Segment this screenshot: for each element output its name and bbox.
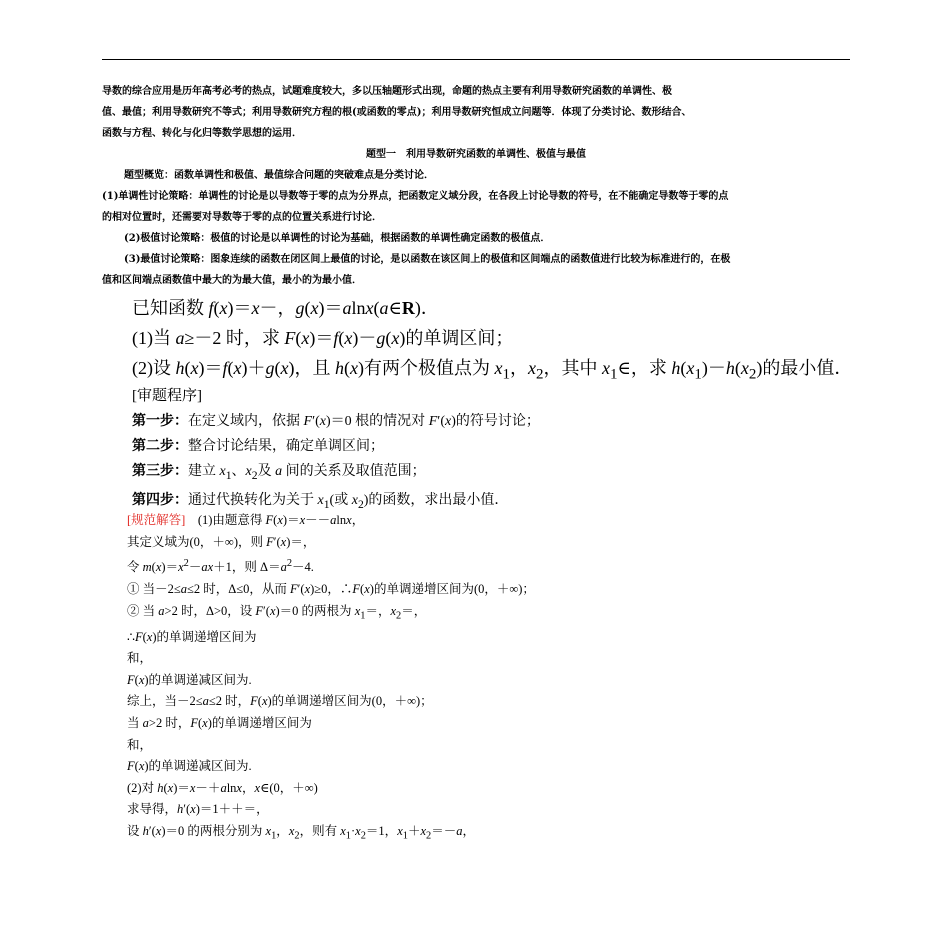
text-run: x — [219, 464, 226, 479]
text-run: ∈ — [388, 298, 402, 318]
solution-line — [127, 532, 535, 554]
text-run: ( — [385, 328, 392, 348]
review-step-3 — [132, 459, 540, 488]
text-run: ， — [351, 513, 365, 527]
text-run: )＝ — [198, 358, 223, 378]
text-run: ，其中 — [543, 358, 603, 378]
text-run: )＝ — [309, 328, 334, 348]
text-run: ( — [680, 358, 687, 378]
text-run: g — [376, 328, 386, 348]
text-run: 2 — [357, 497, 364, 511]
text-run: )的单调递增区间为(0，＋∞)； — [267, 694, 433, 709]
text-run: F — [127, 759, 135, 774]
text-run: ≤2 时，Δ≤0，从而 — [187, 581, 291, 596]
text-run: a — [456, 823, 463, 838]
text-run: 求导得， — [127, 802, 178, 817]
text-run: ( — [227, 358, 234, 378]
text-run: )的函数，求出最小值． — [363, 492, 509, 508]
text-run: x — [190, 802, 196, 817]
text-run: 2 — [426, 830, 432, 842]
text-run: )＝0 根的情况对 — [326, 414, 429, 429]
solution-line — [127, 510, 535, 532]
intro-line: 值、最值；利用导数研究不等式；利用导数研究方程的根(或函数的零点)；利用导数研究恒成立问题等．体现了分类讨论、数形结合、 — [102, 107, 692, 118]
text-run: f — [208, 298, 214, 318]
text-run: a — [158, 603, 165, 618]
text-run: g — [295, 298, 305, 318]
text-run: x — [261, 694, 268, 709]
text-run: ′( — [263, 603, 270, 618]
text-run: 2 — [748, 366, 757, 383]
text-run: x — [364, 581, 370, 596]
text-run: x — [280, 534, 287, 549]
text-run: x — [740, 358, 749, 378]
text-run: x — [340, 823, 346, 838]
intro-block — [102, 81, 850, 291]
text-run: 令 — [127, 560, 143, 575]
text-run: x — [344, 328, 353, 348]
text-run: a — [342, 298, 352, 318]
text-run: 在定义域内，依据 — [188, 414, 304, 429]
text-run: ( — [184, 358, 191, 378]
text-run: ln — [226, 780, 237, 795]
text-run: 1 — [225, 468, 232, 482]
text-run: h — [725, 358, 735, 378]
text-run: 1 — [271, 830, 277, 842]
text-run: － — [188, 560, 202, 575]
text-run: x — [354, 603, 361, 618]
text-run: 整合讨论结果，确定单调区间； — [188, 439, 384, 454]
text-run: x — [310, 298, 319, 318]
text-run: F — [127, 672, 135, 687]
text-run: g — [265, 358, 275, 378]
text-run: )，且 — [288, 358, 336, 378]
text-run: 1 — [345, 830, 351, 842]
text-run: )的单调递增区间为(0，＋∞)； — [369, 581, 535, 596]
solution-line — [127, 799, 535, 821]
text-run: 第三步： — [132, 464, 188, 479]
text-run: x — [420, 823, 427, 838]
text-run: 1 — [360, 610, 366, 622]
text-run: ∈，求 — [617, 358, 672, 378]
text-run: x — [317, 492, 324, 508]
strategy-3: (3)最值讨论策略：图象连续的函数在闭区间上最值的讨论，是以函数在该区间上的极值和区间端点的函数值进行比较为标准进行的，在极 — [124, 254, 731, 265]
strategy-3-cont: 值和区间端点函数值中最大的为最大值，最小的为最小值． — [102, 275, 362, 286]
text-run: ′( — [437, 414, 445, 429]
text-run: ， — [241, 780, 255, 795]
text-run: x — [288, 823, 295, 838]
text-run: ( — [360, 581, 365, 596]
text-run: )＝ — [161, 560, 179, 575]
text-run: x — [219, 298, 228, 318]
text-run: h — [175, 358, 185, 378]
text-run: ( — [134, 759, 139, 774]
text-run: ∈(0，＋∞) — [260, 780, 318, 795]
text-run: (1)当 — [132, 328, 176, 348]
text-run: 通过代换转化为关于 — [188, 492, 318, 508]
text-run: x — [138, 672, 145, 687]
text-run: x — [277, 513, 283, 527]
text-run: 1 — [323, 497, 330, 511]
text-run: F — [266, 534, 274, 549]
text-run: a — [142, 716, 149, 730]
text-run: ( — [338, 328, 345, 348]
text-run: x — [155, 560, 162, 575]
text-run: ( — [734, 358, 741, 378]
text-run: ∴ — [127, 629, 135, 644]
text-run: ， — [276, 823, 289, 838]
text-run: ′( — [312, 414, 320, 429]
text-run: ① 当－2≤ — [127, 581, 181, 596]
text-run: x — [202, 716, 208, 730]
strategy-1-cont: 的相对位置时，还需要对导数等于零的点的位置关系进行讨论． — [102, 212, 382, 223]
text-run: 2 — [251, 468, 258, 482]
text-run: )≥0，∴ — [310, 581, 353, 596]
text-run: )＋ — [241, 358, 266, 378]
text-run: 1 — [502, 366, 511, 383]
solution-line — [127, 627, 535, 649]
text-run: 2 — [360, 830, 366, 842]
text-run: )的单调区间； — [399, 328, 514, 348]
text-run: 1 — [402, 830, 408, 842]
text-run: 综上，当－2≤ — [127, 694, 203, 709]
text-run: ( — [304, 298, 311, 318]
text-run: (2)设 — [132, 358, 176, 378]
text-run: x — [494, 358, 503, 378]
text-run: ′( — [273, 534, 281, 549]
solution-line — [127, 756, 535, 778]
text-run: x — [444, 414, 452, 429]
text-run: ln — [336, 513, 347, 527]
text-run: 、 — [231, 464, 246, 479]
text-run: 建立 — [188, 464, 220, 479]
text-run: x — [346, 513, 352, 527]
text-run: x — [236, 780, 242, 795]
text-run: ( — [213, 298, 220, 318]
intro-line: 函数与方程、转化与化归等数学思想的运用． — [102, 128, 302, 139]
text-run: )－ — [352, 328, 377, 348]
text-run: (1)由题意得 — [185, 513, 266, 527]
text-run: ′( — [297, 581, 305, 596]
type-title: 题型一 利用导数研究函数的单调性、极值与最值 — [366, 149, 586, 160]
text-run: a — [220, 780, 227, 795]
overview-line: 题型概览：函数单调性和极值、最值综合问题的突破难点是分类讨论． — [124, 170, 434, 181]
strategy-2: (2)极值讨论策略：极值的讨论是以单调性的讨论为基础，根据函数的单调性确定函数的极值点． — [124, 233, 551, 244]
text-run: x — [280, 358, 289, 378]
text-run: F — [134, 629, 143, 644]
text-run: )－ — [701, 358, 726, 378]
solution-block — [127, 510, 535, 847]
text-run: R — [401, 298, 415, 318]
solution-line — [127, 713, 535, 735]
problem-line-1 — [132, 293, 852, 323]
text-run: ′( — [183, 802, 191, 817]
text-run: ，则有 — [299, 823, 341, 838]
text-run: m — [142, 560, 152, 575]
text-run: ( — [344, 358, 351, 378]
text-run: >2 时， — [148, 716, 191, 730]
solution-line: 和， — [127, 737, 153, 752]
text-run: (2)对 — [127, 780, 158, 795]
text-run: a — [280, 560, 287, 575]
text-run: F — [303, 414, 313, 429]
text-run: 2 — [536, 366, 544, 383]
text-run: x — [301, 328, 310, 348]
text-run: F — [352, 581, 361, 596]
text-run: )＝， — [286, 534, 316, 549]
text-run: a — [275, 464, 283, 479]
text-run: F — [428, 414, 438, 429]
text-run: ( — [273, 513, 278, 527]
text-run: h — [335, 358, 345, 378]
text-run: ＋1，则 Δ＝ — [213, 560, 281, 575]
review-steps — [132, 409, 540, 517]
text-run: f — [333, 328, 339, 348]
review-step-2 — [132, 434, 540, 459]
text-run: f — [222, 358, 228, 378]
text-run: a — [175, 328, 185, 348]
solution-line: 和， — [127, 651, 153, 666]
text-run: ( — [197, 716, 203, 730]
text-run: 2 — [183, 558, 189, 570]
text-run: x — [686, 358, 695, 378]
text-run: x — [190, 358, 199, 378]
text-run: ( — [163, 780, 168, 795]
text-run: >2 时，Δ>0，设 — [164, 603, 256, 618]
text-run: ( — [373, 298, 380, 318]
text-run: (或 — [329, 492, 352, 508]
text-run: ＝， — [365, 603, 391, 618]
intro-line: 导数的综合应用是历年高考必考的热点，试题难度较大，多以压轴题形式出现，命题的热点主要有利用导数研究函数的单调性、极 — [102, 86, 672, 97]
text-run: )的单调递增区间为 — [152, 629, 257, 644]
text-run: ＝， — [401, 603, 427, 618]
text-run: )． — [414, 298, 439, 318]
text-run: a — [180, 581, 187, 596]
problem-block — [132, 293, 852, 390]
text-run: F — [250, 694, 258, 709]
text-run: · — [350, 823, 356, 838]
text-run: )＝ — [173, 780, 190, 795]
text-run: ＝1， — [365, 823, 398, 838]
text-run: )有两个极值点为 — [358, 358, 495, 378]
text-run: )的单调递增区间为 — [207, 716, 312, 730]
text-run: 及 — [257, 464, 276, 479]
text-run: h — [157, 780, 164, 795]
text-run: －4. — [292, 560, 314, 575]
text-run: 1 — [694, 366, 702, 383]
text-run: x — [254, 780, 261, 795]
text-run: a — [201, 560, 208, 575]
solution-line — [127, 821, 535, 847]
review-step-1 — [132, 409, 540, 434]
text-run: 设 — [127, 823, 143, 838]
text-run: )＝ — [282, 513, 300, 527]
text-run: x — [167, 780, 174, 795]
text-run: x — [397, 823, 403, 838]
text-run: x — [269, 603, 276, 618]
text-run: ( — [257, 694, 262, 709]
text-run: ≤2 时， — [208, 694, 251, 709]
text-run: x — [265, 823, 272, 838]
text-run: x — [138, 759, 145, 774]
text-run: 第二步： — [132, 439, 188, 454]
text-run: 2 — [294, 830, 300, 842]
text-run: x — [528, 358, 537, 378]
text-run: F — [284, 328, 296, 348]
text-run: )的符号讨论； — [451, 414, 540, 429]
text-run: ， — [462, 823, 476, 838]
text-run: －＋ — [195, 780, 221, 795]
text-run: x — [146, 629, 153, 644]
text-run: x — [207, 560, 214, 575]
text-run: x — [178, 560, 184, 575]
text-run: x — [245, 464, 252, 479]
text-run: F — [190, 716, 198, 730]
text-run: x — [351, 492, 358, 508]
text-run: －－ — [305, 513, 331, 527]
text-run: )＝ — [227, 298, 252, 318]
text-run: F — [290, 581, 298, 596]
text-run: x — [365, 298, 374, 318]
text-run: x — [233, 358, 242, 378]
text-run: ， — [510, 358, 529, 378]
text-run: x — [189, 780, 196, 795]
text-run: )＝0 的两根分别为 — [161, 823, 266, 838]
solution-line — [127, 778, 535, 800]
solution-line — [127, 601, 535, 627]
text-run: x — [355, 823, 361, 838]
solution-label: [规范解答] — [127, 513, 186, 527]
text-run: )的最小值． — [756, 358, 853, 378]
text-run: 1 — [610, 366, 618, 383]
text-run: ( — [151, 560, 156, 575]
text-run: －， — [259, 298, 296, 318]
text-run: a — [379, 298, 389, 318]
text-run: 其定义域为(0，＋∞)，则 — [127, 534, 267, 549]
text-run: x — [304, 581, 311, 596]
text-run: x — [251, 298, 260, 318]
text-run: F — [265, 513, 274, 527]
problem-line-2 — [132, 323, 852, 353]
text-run: x — [319, 414, 327, 429]
text-run: 间的关系及取值范围； — [282, 464, 426, 479]
text-run: x — [391, 328, 400, 348]
text-run: 第一步： — [132, 414, 188, 429]
text-run: a — [202, 694, 209, 709]
text-run: F — [255, 603, 264, 618]
text-run: x — [155, 823, 162, 838]
text-run: h — [177, 802, 184, 817]
text-run: 当 — [127, 716, 143, 730]
solution-line — [127, 553, 535, 579]
text-run: ② 当 — [127, 603, 159, 618]
text-run: ln — [351, 298, 366, 318]
text-run: ( — [142, 629, 147, 644]
review-label: [审题程序] — [132, 388, 202, 404]
text-run: )＝1＋＋＝， — [195, 802, 269, 817]
text-run: 2 — [396, 610, 402, 622]
text-run: x — [350, 358, 359, 378]
text-run: )＝ — [318, 298, 343, 318]
text-run: ( — [134, 672, 139, 687]
text-run: 2 — [286, 558, 293, 570]
text-run: ＝－ — [431, 823, 457, 838]
text-run: a — [330, 513, 337, 527]
header-rule — [102, 59, 850, 60]
text-run: x — [299, 513, 306, 527]
text-run: )的单调递减区间为. — [144, 759, 252, 774]
text-run: x — [602, 358, 611, 378]
text-run: ( — [274, 358, 281, 378]
strategy-1: (1)单调性讨论策略：单调性的讨论是以导数等于零的点为分界点，把函数定义域分段，在各段上讨论导数的符号，在不能确定导数等于零的点 — [102, 191, 729, 202]
solution-line — [127, 691, 535, 713]
solution-line — [127, 670, 535, 692]
text-run: 第四步： — [132, 492, 188, 508]
text-run: 已知函数 — [132, 298, 209, 318]
text-run: ( — [295, 328, 302, 348]
text-run: ≥－2 时，求 — [184, 328, 285, 348]
text-run: ′( — [148, 823, 156, 838]
text-run: h — [671, 358, 681, 378]
text-run: x — [390, 603, 397, 618]
problem-line-3 — [132, 353, 852, 390]
review-block — [132, 384, 202, 409]
solution-line — [127, 579, 535, 601]
text-run: )的单调递减区间为. — [144, 672, 252, 687]
text-run: h — [142, 823, 149, 838]
text-run: )＝0 的两根为 — [275, 603, 355, 618]
text-run: ＋ — [407, 823, 421, 838]
